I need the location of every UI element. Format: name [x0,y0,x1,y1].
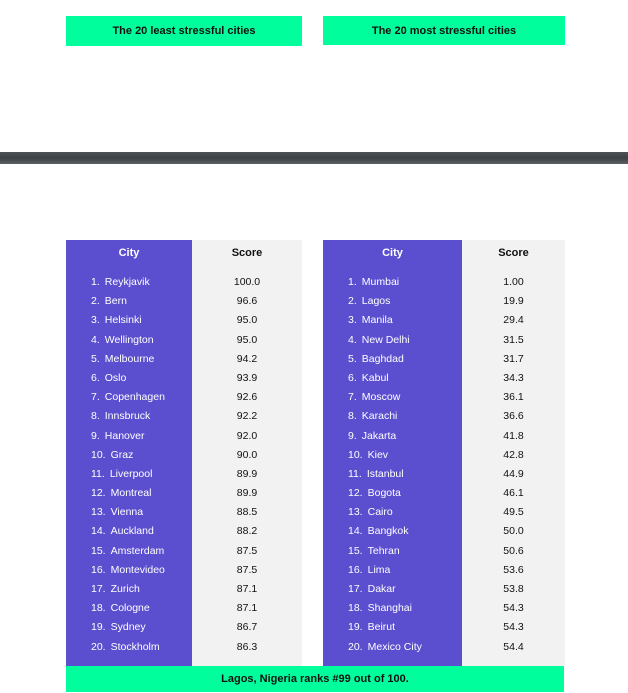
city-name: Mexico City [367,640,422,653]
city-name: Kabul [361,371,389,384]
most-score-header: Score [498,247,529,259]
city-name: Moscow [361,391,401,404]
score-value: 89.9 [236,487,258,500]
table-row-city [323,618,462,637]
table-row-city [66,599,192,618]
rank-number: 11. [91,467,105,480]
rank-number: 19. [91,621,106,634]
city-name: Istanbul [366,467,404,480]
score-value: 86.7 [236,621,258,634]
rank-number: 13. [91,506,106,519]
table-row-city [323,638,462,657]
city-name: Liverpool [109,467,153,480]
table-row-city [323,273,462,292]
table-row-city [323,350,462,369]
rank-number: 7. [91,391,100,404]
city-name: Bogota [367,487,401,500]
rank-number: 8. [348,410,357,423]
score-value: 29.4 [503,314,524,327]
rank-number: 9. [348,429,357,442]
rank-number: 18. [91,602,106,615]
most-city-header: City [382,247,403,259]
rank-number: 2. [91,295,100,308]
table-row-city [66,484,192,503]
score-value: 1.00 [503,276,524,288]
rank-number: 5. [348,352,357,365]
city-name: Innsbruck [104,410,151,423]
city-name: Amsterdam [110,544,165,557]
score-value: 44.9 [503,467,524,480]
score-value: 92.6 [236,391,258,404]
city-name: Montevideo [110,563,165,576]
rank-number: 12. [348,487,363,500]
score-value: 50.6 [503,544,524,557]
score-value: 95.0 [236,314,258,327]
least-city-header: City [118,247,140,259]
table-row-city [323,484,462,503]
tab-most-stressful[interactable] [323,16,565,45]
table-row-city [323,599,462,618]
city-name: Auckland [110,525,154,538]
table-row-city [66,331,192,350]
score-value: 93.9 [236,371,258,384]
table-row-city [66,638,192,657]
table-row-city [323,292,462,311]
city-name: Wellington [104,333,154,346]
rank-number: 3. [348,314,357,327]
score-value: 86.3 [236,640,258,653]
table-row-city [66,503,192,522]
score-value: 53.6 [503,563,524,576]
city-name: Graz [110,448,134,461]
rank-number: 14. [91,525,106,538]
score-value: 95.0 [236,333,258,346]
rank-number: 18. [348,602,363,615]
city-name: Kiev [367,448,389,461]
table-row-city [66,446,192,465]
city-name: Sydney [110,621,146,634]
city-name: Manila [361,314,393,327]
table-row-city [66,273,192,292]
score-value: 53.8 [503,583,524,595]
city-name: Copenhagen [104,391,165,404]
most-score-rows [462,273,565,657]
score-value: 96.6 [236,295,258,308]
table-row-city [323,561,462,580]
city-name: Cairo [367,506,393,519]
table-row-city [323,331,462,350]
footer-banner [66,666,564,692]
city-name: Karachi [361,410,398,423]
tab-least-stressful-label: The 20 least stressful cities [112,25,256,37]
rank-number: 10. [91,448,106,461]
score-value: 92.2 [236,410,258,423]
city-name: Melbourne [104,352,155,365]
rank-number: 9. [91,429,100,442]
rank-number: 15. [348,544,363,557]
score-value: 87.1 [236,583,258,595]
score-value: 41.8 [503,429,524,442]
city-name: Bern [104,295,127,308]
score-value: 31.7 [503,352,524,365]
score-value: 94.2 [236,352,258,365]
score-value: 42.8 [503,448,524,461]
city-name: Montreal [110,487,152,500]
rank-number: 20. [91,640,106,653]
tab-least-stressful[interactable] [66,16,302,46]
rank-number: 10. [348,448,363,461]
city-name: Lagos [361,295,391,308]
least-score-rows [192,273,302,657]
rank-number: 1. [91,276,100,288]
table-row-city [66,292,192,311]
score-value: 100.0 [233,276,261,288]
rank-number: 12. [91,487,106,500]
table-row-city [66,618,192,637]
table-row-city [66,465,192,484]
city-name: Cologne [110,602,150,615]
rank-number: 7. [348,391,357,404]
least-score-header: Score [231,247,263,259]
score-value: 92.0 [236,429,258,442]
table-row-city [323,407,462,426]
city-name: Jakarta [361,429,397,442]
city-name: Reykjavik [104,276,150,288]
table-row-city [66,407,192,426]
rank-number: 11. [348,467,362,480]
rank-number: 17. [91,583,106,595]
city-name: Mumbai [361,276,400,288]
score-value: 88.5 [236,506,258,519]
rank-number: 20. [348,640,363,653]
most-city-column [323,240,462,666]
city-name: Oslo [104,371,127,384]
table-row-city [323,542,462,561]
score-value: 88.2 [236,525,258,538]
rank-number: 16. [348,563,363,576]
rank-number: 15. [91,544,106,557]
city-name: Beirut [367,621,396,634]
table-row-city [66,427,192,446]
city-name: Helsinki [104,314,142,327]
rank-number: 1. [348,276,357,288]
score-value: 46.1 [503,487,524,500]
table-row-city [66,311,192,330]
table-row-city [323,465,462,484]
score-value: 54.4 [503,640,524,653]
score-value: 19.9 [503,295,524,308]
score-value: 49.5 [503,506,524,519]
score-value: 50.0 [503,525,524,538]
tab-most-stressful-label: The 20 most stressful cities [371,24,517,37]
rank-number: 4. [91,333,100,346]
city-name: Hanover [104,429,145,442]
table-row-city [66,350,192,369]
score-value: 34.3 [503,371,524,384]
table-row-city [66,542,192,561]
rank-number: 3. [91,314,100,327]
rank-number: 14. [348,525,363,538]
rank-number: 6. [91,371,100,384]
score-value: 54.3 [503,602,524,615]
rank-number: 17. [348,583,363,595]
city-name: Baghdad [361,352,404,365]
rank-number: 16. [91,563,106,576]
score-value: 36.1 [503,391,524,404]
least-city-column [66,240,192,666]
score-value: 87.5 [236,544,258,557]
most-stressful-table [323,240,565,666]
rank-number: 13. [348,506,363,519]
rank-number: 8. [91,410,100,423]
city-name: Bangkok [367,525,409,538]
table-row-city [323,388,462,407]
city-name: Shanghai [367,602,412,615]
least-stressful-table [66,240,302,666]
least-city-rows [66,273,192,657]
city-name: Dakar [367,583,396,595]
score-value: 54.3 [503,621,524,634]
table-row-city [323,311,462,330]
rank-number: 5. [91,352,100,365]
city-name: Tehran [367,544,400,557]
rank-number: 6. [348,371,357,384]
footer-note: Lagos, Nigeria ranks #99 out of 100. [221,673,409,685]
city-name: Vienna [110,506,144,519]
city-name: Lima [367,563,391,576]
rank-number: 4. [348,333,357,346]
rank-number: 19. [348,621,363,634]
most-city-rows [323,273,462,657]
table-row-city [323,580,462,599]
score-value: 89.9 [236,467,258,480]
table-row-city [323,503,462,522]
rank-number: 2. [348,295,357,308]
table-row-city [66,522,192,541]
table-row-city [66,388,192,407]
most-score-column [462,240,565,666]
table-row-city [66,561,192,580]
score-value: 87.1 [236,602,258,615]
table-row-city [323,522,462,541]
section-divider [0,152,628,164]
table-row-city [323,369,462,388]
city-name: Zurich [110,583,140,595]
score-value: 36.6 [503,410,524,423]
table-row-city [66,369,192,388]
city-name: Stockholm [110,640,160,653]
score-value: 87.5 [236,563,258,576]
table-row-city [323,446,462,465]
city-name: New Delhi [361,333,410,346]
score-value: 31.5 [503,333,524,346]
score-value: 90.0 [236,448,258,461]
least-score-column [192,240,302,666]
table-row-city [66,580,192,599]
table-row-city [323,427,462,446]
